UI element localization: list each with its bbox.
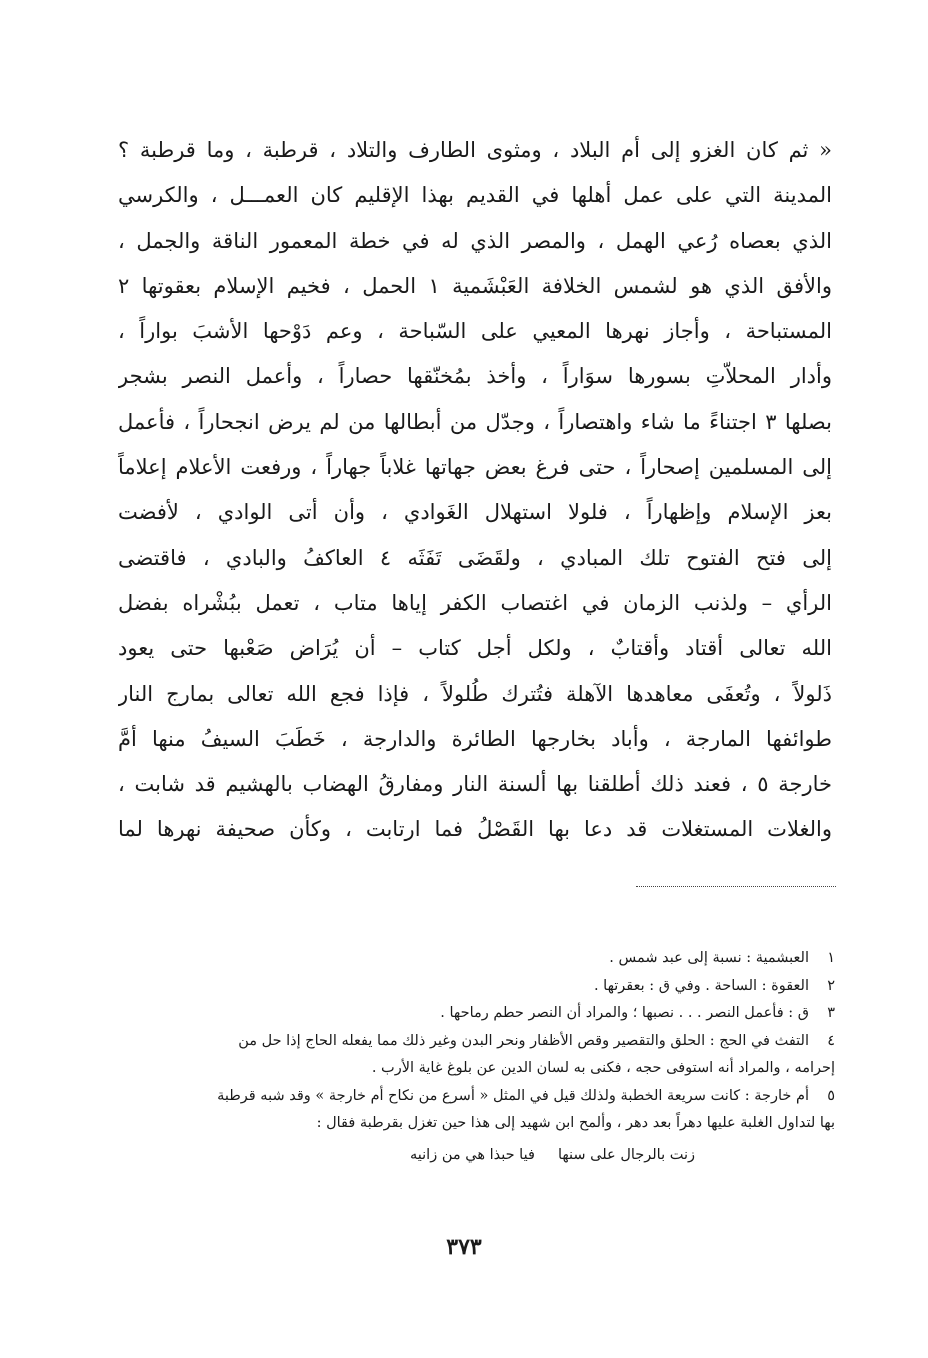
footnote-text: أم خارجة : كانت سريعة الخطبة ولذلك قيل في المثل « أسرع من نكاح أم خارجة » وقد شبه قرطبة [217, 1087, 809, 1104]
footnote-item [120, 973, 835, 1001]
main-text-block [118, 128, 832, 853]
footnote-text: بها لتداول الغلبة عليها دهراً بعد دهر ، وألمح ابن شهيد إلى هذا حين تغزل بقرطبة فقال : [316, 1115, 835, 1131]
main-text-line: الرأي – ولذنب الزمان في اغتصاب الكفر إياها متاب ، تعمل ببُشْراه بفضل [118, 590, 832, 615]
main-text-line: الله تعالى أقتاد وأقتابٌ ، ولكل أجل كتاب – أن يُرَاض صَعْبها حتى يعود [118, 636, 832, 661]
footnote-number: ٣ [827, 1005, 835, 1021]
poem-verse: زنت بالرجال على سنها فيا حبذا هي من زانيه [410, 1146, 695, 1163]
footnote-text: التفث في الحج : الحلق والتقصير وقص الأظفار ونحر البدن وغير ذلك مما يفعله الحاج إذا حل من [238, 1032, 809, 1049]
main-text-line: وأدار المحلاّتِ بسورها سوَاراً ، وأخذ بمُخنّقها حصاراً ، وأعمل النصر بشجر [118, 364, 832, 389]
footnote-number: ٥ [827, 1087, 835, 1104]
main-text-line: والأفق الذي هو لشمس الخلافة العَبْشَمية ١ الحمل ، فخيم الإسلام بعقوتها ٢ [118, 273, 832, 298]
main-text-line: والغلات المستغلات قد دعا بها القَصْلُ فما ارتابت ، وكأن صحيفة نهرها لما [118, 817, 832, 842]
footnote-separator [636, 886, 836, 887]
main-text-line: بصلها ٣ اجتناءً ما شاء واهتصاراً ، وجدّل من أبطالها من لم يرض انجحاراً ، فأعمل [118, 409, 832, 434]
footnote-item [120, 1000, 835, 1028]
main-text-line: « ثم كان الغزو إلى أم البلاد ، ومثوى الطارف والتلاد ، قرطبة ، وما قرطبة ؟ [118, 138, 832, 162]
main-text-line: إلى فتح الفتوح تلك المبادي ، ولقَضَى تَفَثَه ٤ العاكفُ والبادي ، فاقتضى [118, 545, 832, 570]
main-text-line: المدينة التي على عمل أهلها في القديم بهذا الإقليم كان العمـــل ، والكرسي [118, 183, 832, 208]
footnote-item [120, 1028, 835, 1056]
footnote-number: ٢ [827, 977, 835, 994]
footnote-text: ق : فأعمل النصر . . . نصبها ؛ والمراد أن النصر حطم رماحها . [440, 1005, 809, 1021]
main-text-line: إلى المسلمين إصحاراً ، حتى فرغ بعض جهاتها غلاباً جهاراً ، ورفعت الأعلام إعلاماً [118, 455, 832, 480]
main-text-line: الذي بعصاه رُعي الهمل ، والمصر الذي له في خطة المعمور الناقة والجمل ، [118, 228, 832, 253]
main-text-line: المستباحة ، وأجاز نهرها المعيي على السّباحة ، وعم دَوْحها الأشبَ بواراً ، [118, 319, 832, 344]
footnote-text: إحرامه ، والمراد أنه استوفى حجه ، فكنى به لسان الدين عن بلوغ غاية الأرب . [371, 1060, 835, 1076]
footnote-text: العبشمية : نسبة إلى عبد شمس . [609, 950, 809, 966]
footnote-continuation [120, 1110, 835, 1138]
footnote-item [120, 945, 835, 973]
page-number: ٣٧٣ [446, 1234, 482, 1260]
footnote-number: ٤ [827, 1032, 835, 1049]
main-text-line: بعز الإسلام وإظهاراً ، فلولا استهلال الغَوادي ، وأن أتى الوادي ، لأفضت [118, 500, 832, 525]
main-text-line: خارجة ٥ ، فعند ذلك أطلقنا بها ألسنة النار ومفارقُ الهضاب بالهشيم قد شابت ، [118, 772, 832, 797]
footnote-item [120, 1083, 835, 1111]
main-text-line: ذَلولاً ، وتُعفَى معاهدها الآهلة فتُترك طُلولاً ، فإذا فجع الله تعالى بمارج النار [118, 681, 832, 706]
main-text-line: طوائفها المارجة ، وأباد بخارجها الطائرة والدارجة ، خَطَبَ السيفُ منها أمَّ [118, 726, 832, 751]
footnotes-block [120, 945, 835, 1169]
footnote-text: العقوة : الساحة . وفي ق : بعقرتها . [593, 977, 809, 994]
footnote-number: ١ [827, 950, 835, 966]
footnote-continuation [120, 1055, 835, 1083]
